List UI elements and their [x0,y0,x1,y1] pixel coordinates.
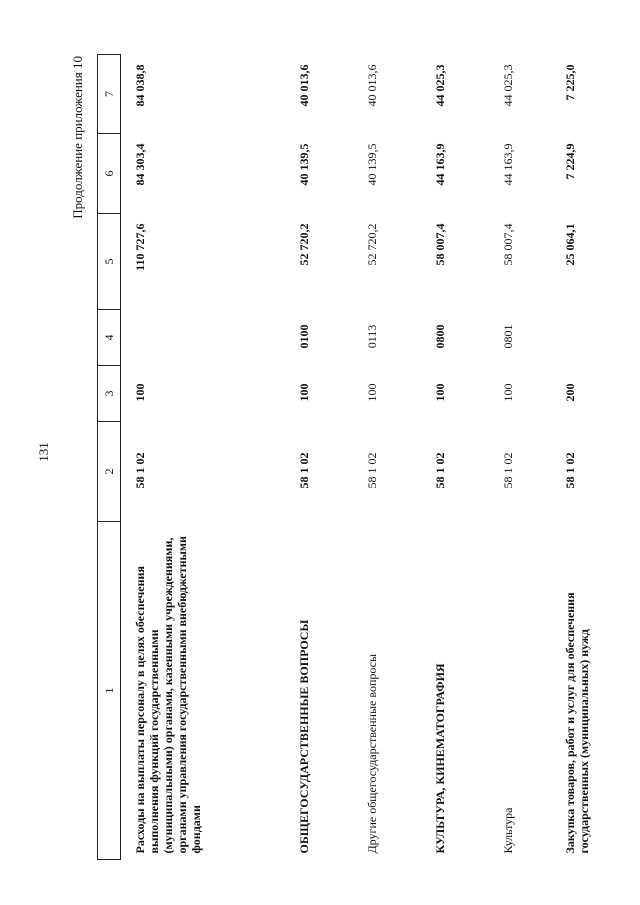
header-cell-5: 5 [98,214,121,310]
row-amount-col7: 40 013,6 [297,64,311,107]
row-program-code: 58 1 02 [433,452,447,489]
row-name: Культура [501,807,515,854]
row-amount-col5: 25 064,1 [563,223,577,266]
row-amount-col6: 84 303,4 [133,143,147,186]
row-amount-col5: 58 007,4 [501,223,515,266]
row-expense-type: 100 [297,383,311,402]
row-amount-col7: 84 038,8 [133,64,147,107]
row-section: 0100 [297,324,311,349]
row-amount-col6: 40 139,5 [365,143,379,186]
header-cell-7: 7 [98,55,121,134]
table-row [421,55,489,860]
continuation-label: Продолжение приложения 10 [70,56,85,219]
table-row [353,55,421,860]
row-section [121,310,286,366]
row-amount-col7: 44 025,3 [501,64,515,107]
budget-table-wrapper [97,55,623,860]
row-amount-col5: 52 720,2 [365,223,379,266]
row-section: 0801 [501,324,515,349]
row-program-code: 58 1 02 [365,452,379,489]
header-cell-3: 3 [98,366,121,422]
row-expense-type: 100 [133,383,147,402]
row-section [551,310,623,366]
row-amount-col6: 40 139,5 [297,143,311,186]
header-cell-4: 4 [98,310,121,366]
row-amount-col6: 44 163,9 [501,143,515,186]
row-amount-col5: 52 720,2 [297,223,311,266]
row-amount-col5: 110 727,6 [133,223,147,271]
row-expense-type: 100 [365,383,379,402]
row-amount-col5: 58 007,4 [433,223,447,266]
page-number: 131 [36,442,51,462]
table-row [285,55,353,860]
row-name: КУЛЬТУРА, КИНЕМАТОГРАФИЯ [433,663,447,854]
row-program-code: 58 1 02 [563,452,577,489]
header-row [98,55,121,860]
row-expense-type: 200 [563,383,577,402]
row-amount-col7: 40 013,6 [365,64,379,107]
row-section: 0800 [433,324,447,349]
row-amount-col6: 44 163,9 [433,143,447,186]
header-cell-6: 6 [98,134,121,214]
row-section: 0113 [365,324,379,349]
row-program-code: 58 1 02 [133,452,147,489]
row-amount-col7: 7 225,0 [563,64,577,101]
row-name: ОБЩЕГОСУДАРСТВЕННЫЕ ВОПРОСЫ [297,619,311,854]
row-name: Закупка товаров, работ и услуг для обеспечения государственных (муниципальных) нужд [563,592,591,854]
table-row [121,55,286,860]
row-expense-type: 100 [433,383,447,402]
header-cell-2: 2 [98,422,121,522]
table-row [489,55,551,860]
row-amount-col7: 44 025,3 [433,64,447,107]
header-cell-1: 1 [98,522,121,860]
table-row [551,55,623,860]
budget-table [97,54,623,860]
row-name: Расходы на выплаты персоналу в целях обеспечения выполнения функций государственными (муниципальными) органами, казенными учреждениями, органами управления государственными внебюджетными фондами [133,536,203,854]
row-program-code: 58 1 02 [297,452,311,489]
row-amount-col6: 7 224,9 [563,143,577,180]
row-program-code: 58 1 02 [501,452,515,489]
row-name: Другие общегосударственные вопросы [365,653,379,854]
row-expense-type: 100 [501,383,515,402]
